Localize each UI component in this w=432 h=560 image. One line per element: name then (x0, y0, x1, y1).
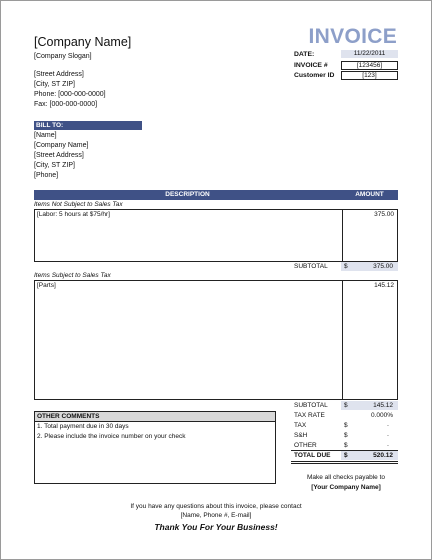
non-taxable-caption: Items Not Subject to Sales Tax (34, 201, 123, 208)
line-item-description: [Parts] (37, 282, 56, 289)
footer-contact-details: [Name, Phone #, E-mail] (180, 512, 252, 519)
sh-label: S&H (294, 432, 308, 439)
bill-to-heading: BILL TO: (34, 121, 142, 130)
subtotal-label: SUBTOTAL (294, 402, 328, 409)
total-due-label: TOTAL DUE (294, 452, 331, 459)
tax-rate-label: TAX RATE (294, 412, 325, 419)
other-comments-box[interactable] (34, 421, 276, 484)
amount-header: AMOUNT (355, 191, 384, 198)
payable-company: [Your Company Name] (311, 484, 381, 491)
company-name: [Company Name] (34, 35, 132, 49)
thank-you-message: Thank You For Your Business! (154, 522, 278, 532)
invoice-title: INVOICE (308, 25, 397, 48)
column-divider (342, 210, 343, 261)
payable-note: Make all checks payable to (306, 474, 386, 481)
other-value[interactable]: - (386, 442, 389, 449)
date-label: DATE: (294, 51, 315, 58)
non-taxable-subtotal-currency: $ (344, 263, 348, 270)
invoice-number-label: INVOICE # (294, 62, 328, 69)
company-phone: Phone: [000-000-0000] (34, 91, 106, 98)
description-header: DESCRIPTION (165, 191, 210, 198)
bill-to-company: [Company Name] (34, 142, 89, 149)
column-divider (342, 281, 343, 399)
total-due-currency: $ (344, 452, 348, 459)
comment-line: 1. Total payment due in 30 days (37, 423, 129, 430)
non-taxable-subtotal-label: SUBTOTAL (294, 263, 328, 270)
bill-to-name: [Name] (34, 132, 57, 139)
customer-id-value[interactable]: [123] (341, 71, 398, 80)
sh-value[interactable]: - (386, 432, 389, 439)
tax-rate-value[interactable]: 0.000% (370, 412, 393, 419)
subtotal-currency: $ (344, 402, 348, 409)
line-item-amount: 145.12 (374, 282, 394, 289)
footer-contact-note: If you have any questions about this invoice, please contact (130, 503, 302, 510)
total-due-value: 520.12 (373, 452, 393, 459)
customer-id-label: Customer ID (294, 72, 335, 79)
bill-to-city: [City, ST ZIP] (34, 162, 75, 169)
sh-currency: $ (344, 432, 348, 439)
company-city: [City, ST ZIP] (34, 81, 75, 88)
date-value[interactable]: 11/22/2011 (341, 50, 398, 58)
comment-line: 2. Please include the invoice number on your check (37, 433, 186, 440)
other-comments-heading: OTHER COMMENTS (34, 411, 276, 421)
bill-to-phone: [Phone] (34, 172, 59, 179)
other-currency: $ (344, 442, 348, 449)
tax-value: - (386, 422, 389, 429)
line-item-amount: 375.00 (374, 211, 394, 218)
tax-label: TAX (294, 422, 307, 429)
bill-to-street: [Street Address] (34, 152, 84, 159)
subtotal-value: 145.12 (373, 402, 393, 409)
company-slogan: [Company Slogan] (34, 53, 92, 60)
non-taxable-subtotal-value: 375.00 (373, 263, 393, 270)
items-table-header (34, 190, 398, 200)
line-item-description: [Labor: 5 hours at $75/hr] (37, 211, 110, 218)
invoice-number-value[interactable]: [123456] (341, 61, 398, 70)
taxable-caption: Items Subject to Sales Tax (34, 272, 111, 279)
non-taxable-items-box (34, 209, 398, 262)
company-fax: Fax: [000-000-0000] (34, 101, 98, 108)
other-label: OTHER (294, 442, 317, 449)
taxable-items-box (34, 280, 398, 400)
tax-currency: $ (344, 422, 348, 429)
company-street: [Street Address] (34, 71, 84, 78)
